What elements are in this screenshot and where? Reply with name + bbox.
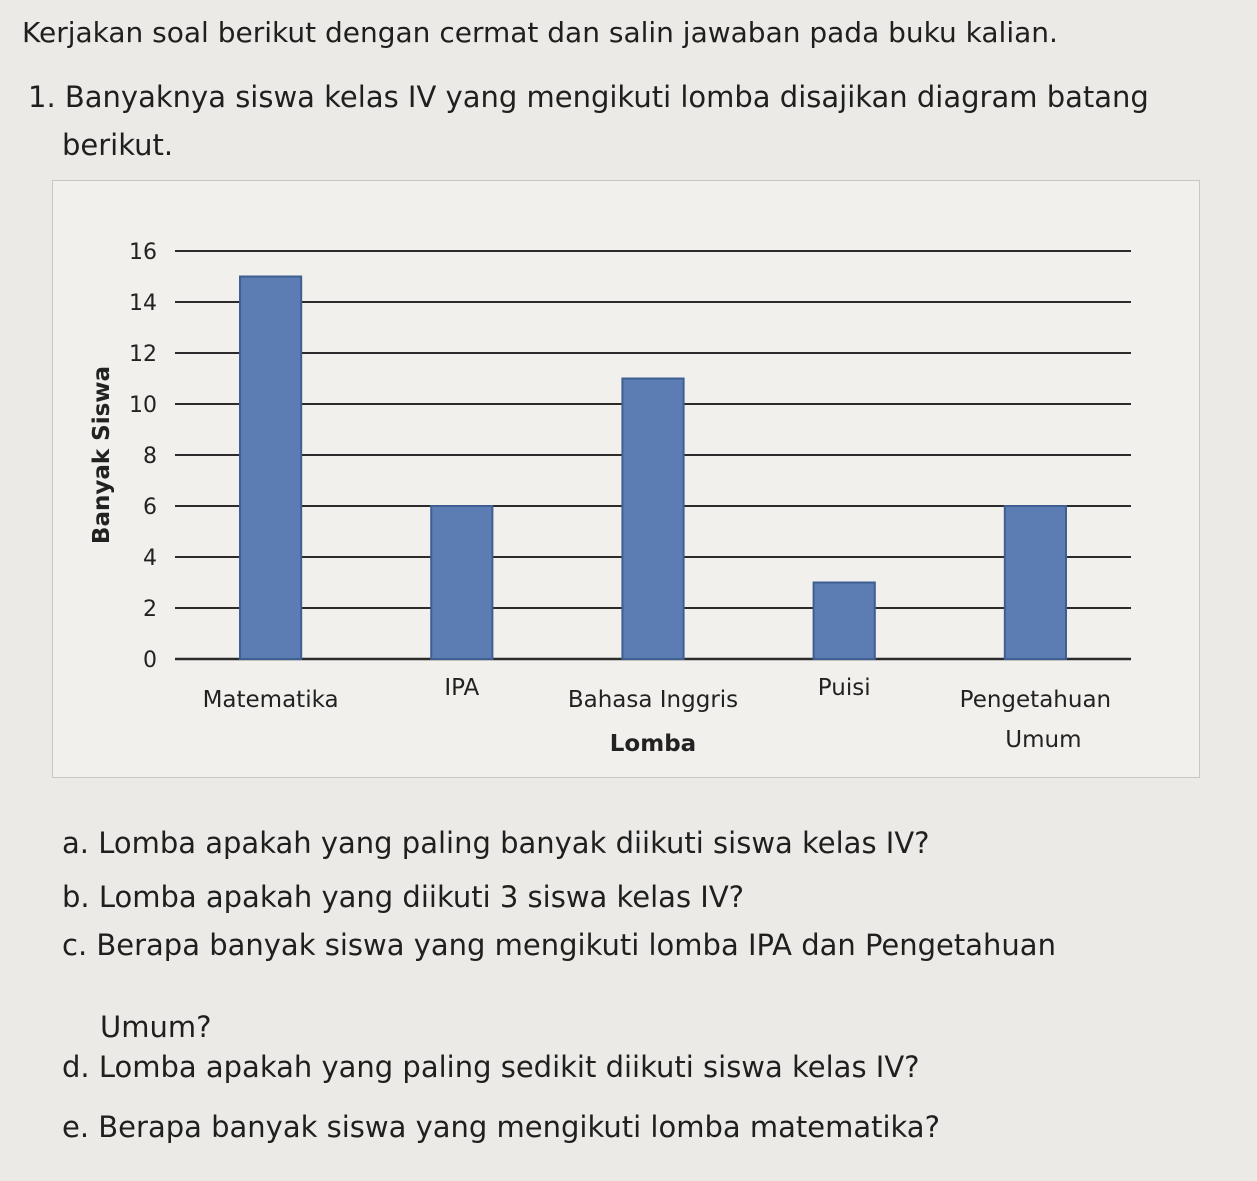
bar-matematika xyxy=(240,277,301,660)
instruction-text: Kerjakan soal berikut dengan cermat dan salin jawaban pada buku kalian. xyxy=(22,16,1058,49)
bar-chart xyxy=(53,181,1199,777)
x-tick-label: Puisi xyxy=(817,675,871,701)
question-1-text-cont: berikut. xyxy=(62,128,174,162)
question-d-text: d. Lomba apakah yang paling sedikit diikuti siswa kelas IV? xyxy=(62,1050,920,1084)
bar-puisi xyxy=(814,583,875,660)
bar-chart-card xyxy=(52,180,1200,778)
bar-pengetahuan-umum xyxy=(1005,506,1066,659)
y-tick-label: 2 xyxy=(143,597,157,622)
x-axis-title: Lomba xyxy=(609,731,697,757)
y-tick-label: 8 xyxy=(143,444,157,469)
y-tick-label: 12 xyxy=(129,342,157,367)
y-tick-label: 6 xyxy=(143,495,157,520)
y-tick-label: 10 xyxy=(129,393,157,418)
question-b-text: b. Lomba apakah yang diikuti 3 siswa kelas IV? xyxy=(62,880,745,914)
question-c-text: c. Berapa banyak siswa yang mengikuti lomba IPA dan Pengetahuan xyxy=(62,928,1056,962)
question-a-text: a. Lomba apakah yang paling banyak diikuti siswa kelas IV? xyxy=(62,826,930,860)
question-1-text: 1. Banyaknya siswa kelas IV yang mengikuti lomba disajikan diagram batang xyxy=(28,80,1149,114)
x-tick-label: Bahasa Inggris xyxy=(567,687,739,713)
y-tick-label: 4 xyxy=(143,546,157,571)
y-tick-label: 14 xyxy=(129,291,157,316)
question-c-text-cont: Umum? xyxy=(100,1010,212,1044)
y-axis-title: Banyak Siswa xyxy=(89,365,115,545)
bar-ipa xyxy=(431,506,492,659)
question-e-text: e. Berapa banyak siswa yang mengikuti lomba matematika? xyxy=(62,1110,940,1144)
y-tick-label: 0 xyxy=(143,648,157,673)
bar-bahasa-inggris xyxy=(622,379,683,660)
y-tick-label: 16 xyxy=(129,240,157,265)
x-tick-label: IPA xyxy=(444,675,480,701)
x-tick-label: Matematika xyxy=(202,687,339,713)
x-tick-label: Umum xyxy=(1005,727,1082,753)
x-tick-label: Pengetahuan xyxy=(959,687,1112,713)
